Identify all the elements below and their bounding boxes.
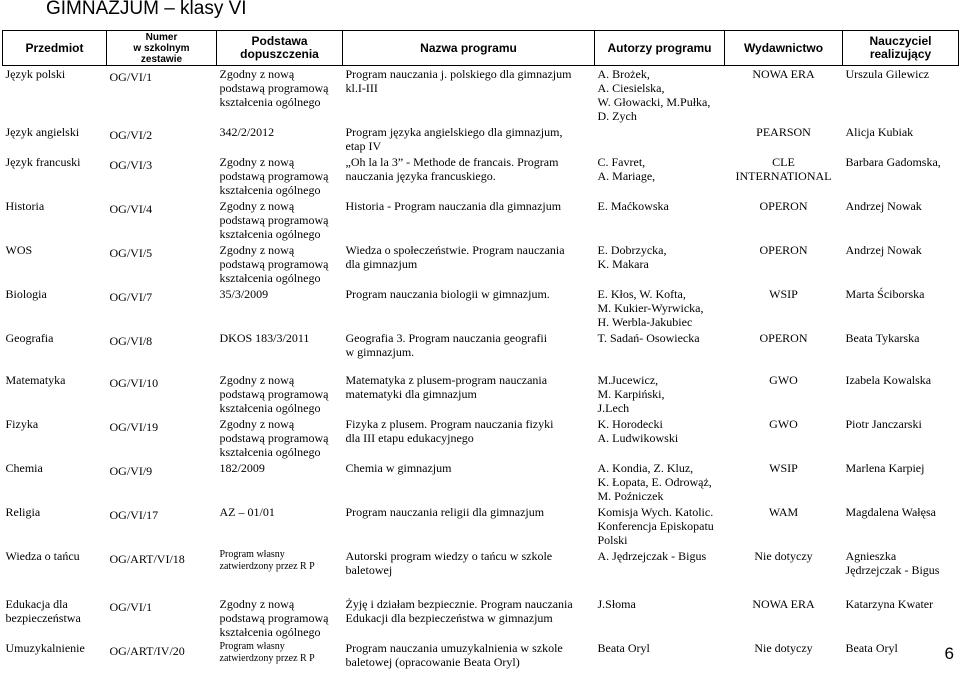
cell-publisher: OPERON [759,199,808,213]
table-row [3,460,959,504]
cell-program: Wiedza o społeczeństwie. Program nauczania dla gimnazjum [345,243,565,271]
cell-authors: E. Kłos, W. Kofta, M. Kukier-Wyrwicka, H. Werbla-Jakubiec [597,287,704,329]
cell-teacher: Marlena Karpiej [845,461,925,475]
cell-program: Geografia 3. Program nauczania geografii w gimnazjum. [345,331,548,359]
table-row [3,548,959,590]
cell-teacher: Barbara Gadomska, [845,155,941,169]
cell-subject: Język angielski [5,125,80,139]
cell-teacher: Magdalena Wałęsa [845,505,936,519]
cell-number: OG/VI/1 [109,70,153,84]
cell-publisher: PEARSON [756,125,811,139]
cell-publisher: CLE INTERNATIONAL [735,155,832,183]
cell-teacher: Marta Ściborska [845,287,925,301]
cell-program: Fizyka z plusem. Program nauczania fizyki dla III etapu edukacyjnego [345,417,554,445]
cell-program: „Oh la la 3” - Methode de francais. Program nauczania języka francuskiego. [345,155,559,183]
cell-program: Historia - Program nauczania dla gimnazjum [345,199,562,213]
table-row [3,504,959,548]
cell-basis: AZ – 01/01 [219,505,275,519]
cell-publisher: OPERON [759,331,808,345]
cell-publisher: NOWA ERA [752,67,815,81]
table-row [3,154,959,198]
cell-basis: Zgodny z nową podstawą programową kształcenia ogólnego [219,417,329,459]
table-row [3,286,959,330]
cell-subject: Matematyka [5,373,66,387]
cell-subject: Religia [5,505,41,519]
cell-basis: Zgodny z nową podstawą programową kształcenia ogólnego [219,373,329,415]
cell-teacher: Agnieszka Jędrzejczak - Bigus [845,549,940,577]
cell-authors: A. Kondia, Z. Kluz, K. Łopata, E. Odrowąż, M. Poźniczek [597,461,712,503]
cell-number: OG/ART/VI/18 [109,552,185,566]
cell-teacher: Katarzyna Kwater [845,597,934,611]
cell-publisher: WSIP [769,287,798,301]
cell-authors: J.Słoma [597,597,636,611]
cell-subject: Chemia [5,461,43,475]
header-program: Nazwa programu [343,31,595,66]
cell-number: OG/VI/1 [109,600,153,614]
header-number: Numer w szkolnym zestawie [107,31,217,66]
cell-number: OG/VI/8 [109,334,153,348]
cell-program: Żyję i działam bezpiecznie. Program nauczania Edukacji dla bezpieczeństwa w gimnazjum [345,597,573,625]
cell-subject: Język francuski [5,155,81,169]
cell-subject: Fizyka [5,417,39,431]
cell-authors: E. Dobrzycka, K. Makara [597,243,667,271]
cell-program: Autorski program wiedzy o tańcu w szkole baletowej [345,549,553,577]
cell-subject: Historia [5,199,45,213]
cell-number: OG/VI/4 [109,202,153,216]
cell-publisher: Nie dotyczy [754,549,813,563]
table-row [3,416,959,460]
cell-subject: Umuzykalnienie [5,641,85,655]
cell-authors: M.Jucewicz, M. Karpiński, J.Lech [597,373,665,415]
cell-number: OG/VI/7 [109,290,153,304]
cell-basis: Zgodny z nową podstawą programową kształcenia ogólnego [219,155,329,197]
cell-publisher: WAM [768,505,799,519]
cell-teacher: Alicja Kubiak [845,125,914,139]
cell-teacher: Izabela Kowalska [845,373,932,387]
cell-teacher: Piotr Janczarski [845,417,922,431]
cell-program: Program nauczania umuzykalnienia w szkole baletowej (opracowanie Beata Oryl) [345,641,563,669]
table-row [3,124,959,154]
header-publisher: Wydawnictwo [725,31,843,66]
cell-subject: Geografia [5,331,54,345]
page-title: GIMNAZJUM – klasy VI [46,0,247,19]
cell-basis: 342/2/2012 [219,125,275,139]
cell-authors: C. Favret, A. Mariage, [597,155,656,183]
cell-authors: T. Sadań- Osowiecka [597,331,700,345]
cell-program: Chemia w gimnazjum [345,461,452,475]
cell-program: Matematyka z plusem-program nauczania matematyki dla gimnazjum [345,373,548,401]
cell-publisher: NOWA ERA [752,597,815,611]
table-row [3,198,959,242]
cell-teacher: Andrzej Nowak [845,199,922,213]
cell-teacher: Beata Oryl [845,641,898,655]
cell-basis: Zgodny z nową podstawą programową kształcenia ogólnego [219,67,329,109]
cell-basis: Program własny zatwierdzony przez R P [219,641,315,664]
cell-subject: WOS [5,243,33,257]
header-basis: Podstawa dopuszczenia [217,31,343,66]
cell-publisher: WSIP [769,461,798,475]
table-row [3,596,959,640]
curriculum-table [2,30,959,676]
cell-teacher: Andrzej Nowak [845,243,922,257]
cell-authors: A. Jędrzejczak - Bigus [597,549,707,563]
cell-program: Program nauczania biologii w gimnazjum. [345,287,550,301]
cell-basis: Zgodny z nową podstawą programową kształcenia ogólnego [219,597,329,639]
cell-basis: Zgodny z nową podstawą programową kształcenia ogólnego [219,243,329,285]
header-authors: Autorzy programu [595,31,725,66]
cell-publisher: GWO [769,373,798,387]
cell-authors: K. Horodecki A. Ludwikowski [597,417,679,445]
cell-number: OG/ART/IV/20 [109,644,185,658]
cell-basis: Zgodny z nową podstawą programową kształcenia ogólnego [219,199,329,241]
cell-authors: A. Brożek, A. Ciesielska, W. Głowacki, M.Pułka, D. Zych [597,67,711,123]
cell-number: OG/VI/19 [109,420,159,434]
cell-subject: Biologia [5,287,47,301]
cell-subject: Wiedza o tańcu [5,549,80,563]
table-row [3,640,959,676]
header-subject: Przedmiot [3,31,107,66]
cell-number: OG/VI/2 [109,128,153,142]
cell-publisher: OPERON [759,243,808,257]
table-row [3,66,959,125]
cell-program: Program nauczania religii dla gimnazjum [345,505,545,519]
table-row [3,372,959,416]
cell-program: Program nauczania j. polskiego dla gimnazjum kl.I-III [345,67,572,95]
cell-basis: DKOS 183/3/2011 [219,331,310,345]
header-row [3,31,959,66]
cell-subject: Język polski [5,67,66,81]
cell-number: OG/VI/5 [109,246,153,260]
cell-number: OG/VI/9 [109,464,153,478]
cell-number: OG/VI/17 [109,508,159,522]
cell-authors: Beata Oryl [597,641,650,655]
cell-basis: 182/2009 [219,461,265,475]
cell-program: Program języka angielskiego dla gimnazjum, etap IV [345,125,563,153]
cell-basis: Program własny zatwierdzony przez R P [219,549,315,572]
cell-number: OG/VI/3 [109,158,153,172]
table-row [3,242,959,286]
header-teacher: Nauczyciel realizujący [843,31,959,66]
cell-teacher: Urszula Gilewicz [845,67,930,81]
cell-subject: Edukacja dla bezpieczeństwa [5,597,81,625]
cell-publisher: GWO [769,417,798,431]
table-row [3,330,959,372]
page-number: 6 [944,644,954,663]
cell-number: OG/VI/10 [109,376,159,390]
cell-teacher: Beata Tykarska [845,331,920,345]
cell-publisher: Nie dotyczy [754,641,813,655]
cell-authors: E. Maćkowska [597,199,669,213]
cell-authors: Komisja Wych. Katolic. Konferencja Episkopatu Polski [597,505,714,547]
cell-authors [595,124,725,154]
cell-basis: 35/3/2009 [219,287,269,301]
